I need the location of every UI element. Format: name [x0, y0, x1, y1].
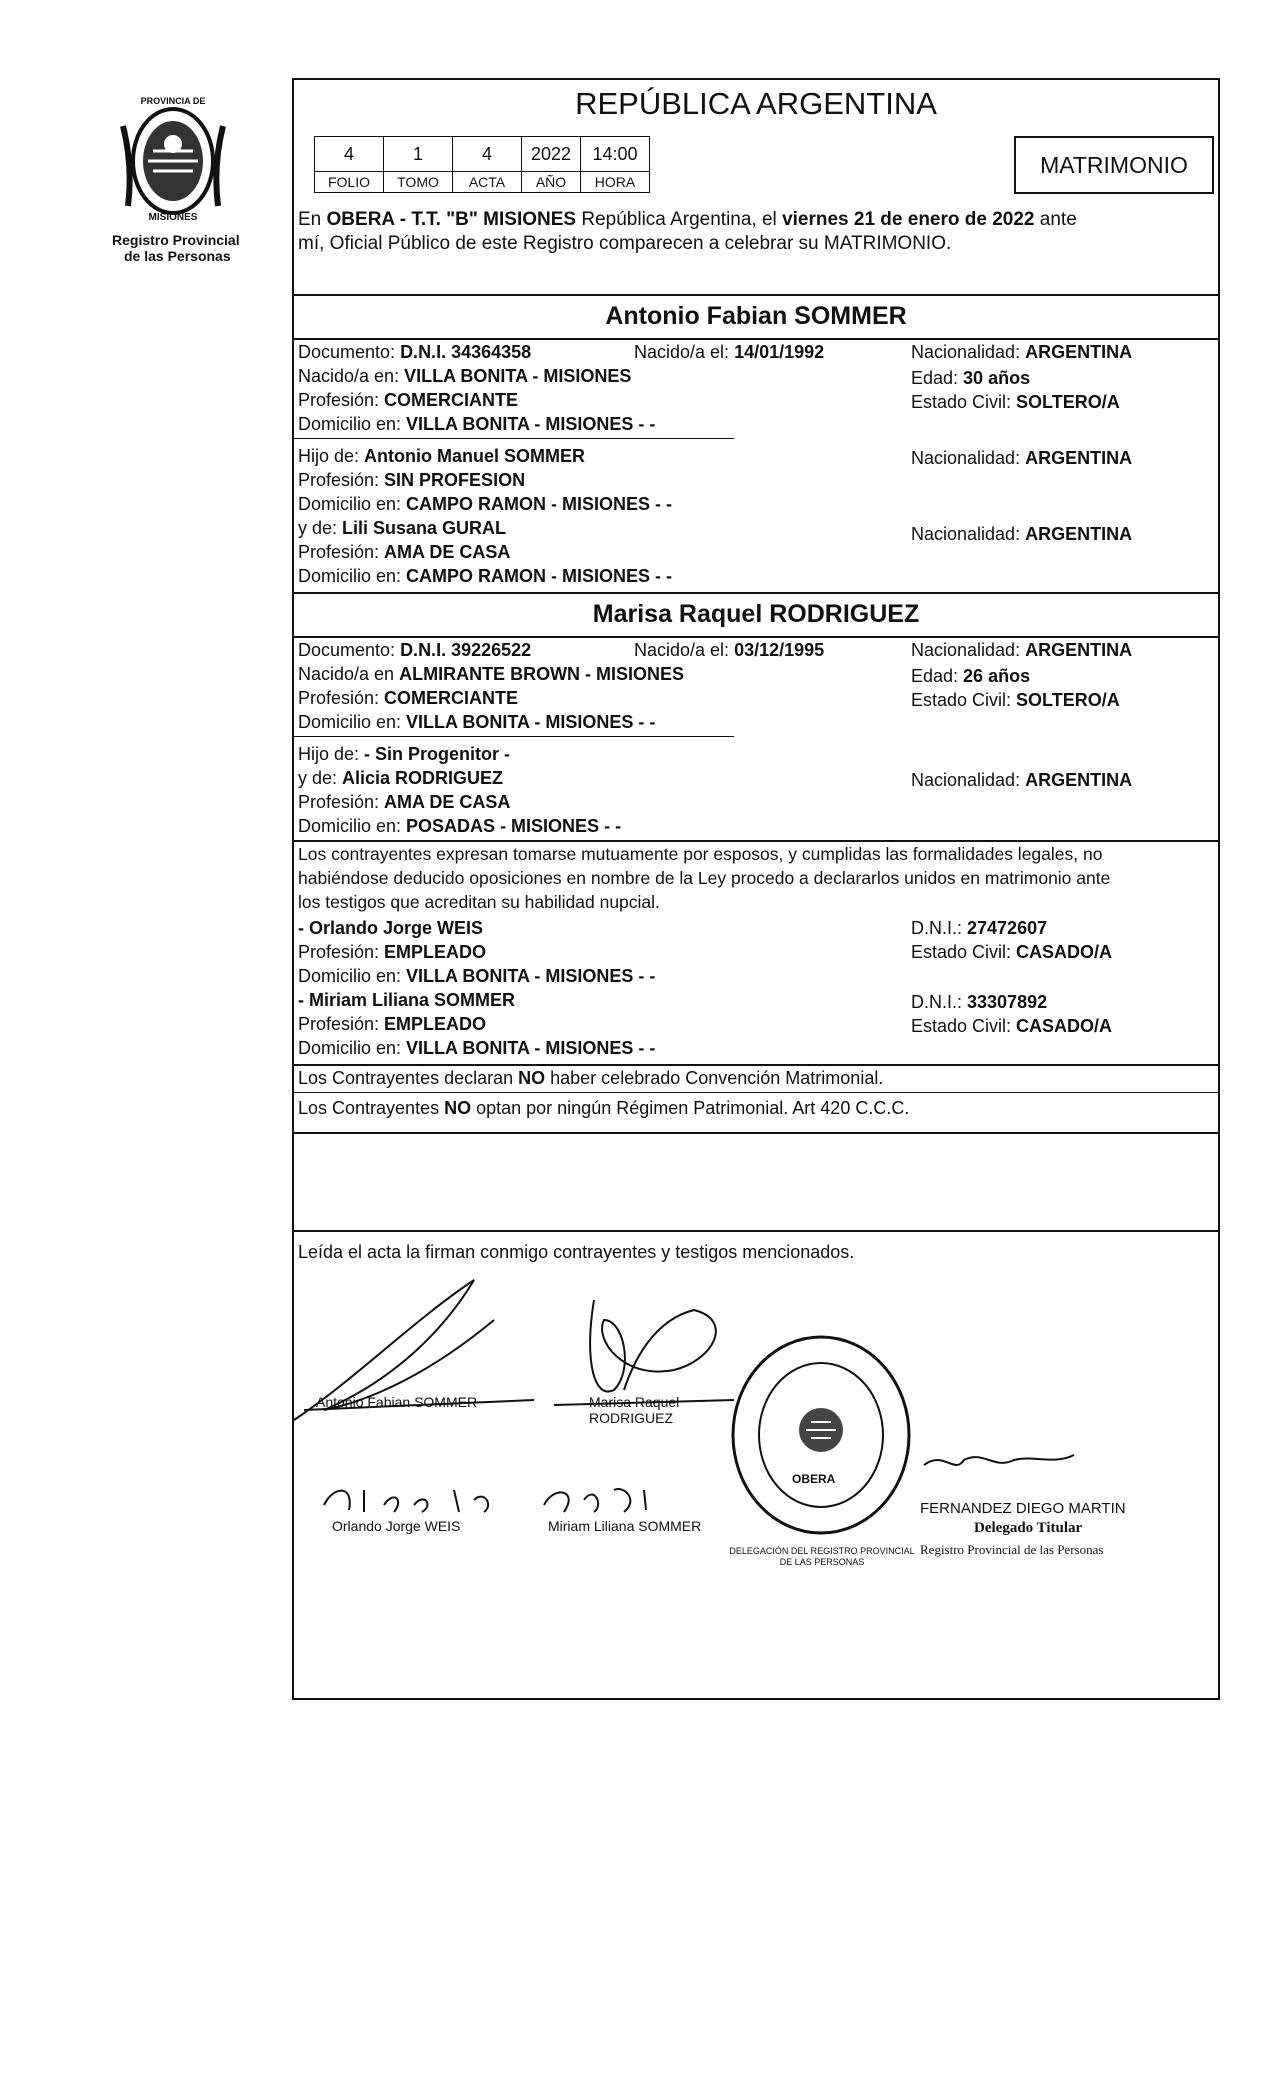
- intro-text-2: República Argentina, el: [576, 209, 783, 230]
- groom-father-profession: Profesión: SIN PROFESION: [298, 470, 526, 490]
- bride-name: Marisa Raquel RODRIGUEZ: [592, 600, 920, 628]
- bride-birth-place: Nacido/a en ALMIRANTE BROWN - MISIONES: [298, 664, 685, 684]
- intro-text: En: [298, 209, 327, 230]
- divider: [294, 592, 1218, 594]
- bride-mother-profession: Profesión: AMA DE CASA: [298, 792, 511, 812]
- official-stamp-icon: [726, 1330, 916, 1540]
- ano-label: AÑO: [522, 172, 581, 193]
- groom-father: Hijo de: Antonio Manuel SOMMER: [298, 446, 586, 466]
- divider: [294, 438, 734, 439]
- ano-value: 2022: [522, 137, 581, 172]
- document-title: REPÚBLICA ARGENTINA: [575, 86, 937, 121]
- patrimonial-line-1: Los Contrayentes declaran NO haber celebrado Convención Matrimonial.: [298, 1068, 884, 1088]
- signature-groom: Antonio Fabian SOMMER: [316, 1394, 478, 1410]
- hora-label: HORA: [581, 172, 650, 193]
- groom-age: Edad: 30 años: [911, 368, 1031, 388]
- registry-name-line1: Registro Provincial: [112, 232, 240, 248]
- divider: [294, 1230, 1218, 1232]
- bride-birth-date: Nacido/a el: 03/12/1995: [634, 640, 825, 660]
- acta-label: ACTA: [453, 172, 522, 193]
- seal-top-text: PROVINCIA DE: [140, 96, 206, 106]
- witness-1-profession: Profesión: EMPLEADO: [298, 942, 487, 962]
- bride-mother: y de: Alicia RODRIGUEZ: [298, 768, 504, 788]
- record-type: MATRIMONIO: [1040, 151, 1188, 178]
- intro-place: OBERA - T.T. "B" MISIONES: [326, 209, 577, 230]
- witness-2-dni: D.N.I.: 33307892: [911, 992, 1048, 1012]
- groom-address: Domicilio en: VILLA BONITA - MISIONES - -: [298, 414, 656, 434]
- bride-mother-address: Domicilio en: POSADAS - MISIONES - -: [298, 816, 622, 836]
- tomo-label: TOMO: [384, 172, 453, 193]
- document-frame: [292, 78, 1220, 1700]
- signature-witness-1: Orlando Jorge WEIS: [332, 1518, 461, 1534]
- witness-1-dni: D.N.I.: 27472607: [911, 918, 1048, 938]
- official-name: FERNANDEZ DIEGO MARTIN: [920, 1500, 1126, 1517]
- bride-document: Documento: D.N.I. 39226522: [298, 640, 532, 660]
- groom-document: Documento: D.N.I. 34364358: [298, 342, 532, 362]
- bride-father: Hijo de: - Sin Progenitor -: [298, 744, 511, 764]
- bride-nationality: Nacionalidad: ARGENTINA: [911, 640, 1133, 660]
- folio-value: 4: [315, 137, 384, 172]
- divider: [294, 1092, 1218, 1093]
- signature-bride-line2: RODRIGUEZ: [589, 1410, 673, 1426]
- groom-father-address: Domicilio en: CAMPO RAMON - MISIONES - -: [298, 494, 673, 514]
- patrimonial-line-2: Los Contrayentes NO optan por ningún Régimen Patrimonial. Art 420 C.C.C.: [298, 1098, 910, 1118]
- groom-mother-nationality: Nacionalidad: ARGENTINA: [911, 524, 1133, 544]
- signature-bride-line1: Marisa Raquel: [589, 1394, 680, 1410]
- registry-name-line2: de las Personas: [124, 248, 231, 264]
- hora-value: 14:00: [581, 137, 650, 172]
- signature-witness-2: Miriam Liliana SOMMER: [548, 1518, 702, 1534]
- official-title: Delegado Titular: [974, 1520, 1083, 1536]
- tomo-value: 1: [384, 137, 453, 172]
- bride-mother-nationality: Nacionalidad: ARGENTINA: [911, 770, 1133, 790]
- intro-line-2: mí, Oficial Público de este Registro comparecen a celebrar su MATRIMONIO.: [298, 233, 952, 254]
- declaration-line-2: habiéndose deducido oposiciones en nombre de la Ley procedo a declararlos unidos en matrimonio ante: [298, 868, 1111, 888]
- divider: [294, 294, 1218, 296]
- groom-father-nationality: Nacionalidad: ARGENTINA: [911, 448, 1133, 468]
- intro-line-1: [298, 208, 1218, 232]
- divider: [294, 1132, 1218, 1134]
- provincial-seal-icon: [108, 96, 238, 226]
- official-org: Registro Provincial de las Personas: [920, 1542, 1104, 1557]
- bride-civil-status: Estado Civil: SOLTERO/A: [911, 690, 1120, 710]
- bride-age: Edad: 26 años: [911, 666, 1031, 686]
- stamp-city: OBERA: [792, 1472, 836, 1486]
- record-grid-values: [315, 137, 650, 172]
- groom-birth-place: Nacido/a en: VILLA BONITA - MISIONES: [298, 366, 632, 386]
- record-grid: [314, 136, 650, 193]
- groom-mother-profession: Profesión: AMA DE CASA: [298, 542, 511, 562]
- registry-logo: [108, 96, 238, 226]
- acta-value: 4: [453, 137, 522, 172]
- seal-bottom-text: MISIONES: [148, 212, 198, 223]
- bride-address: Domicilio en: VILLA BONITA - MISIONES - -: [298, 712, 656, 732]
- folio-label: FOLIO: [315, 172, 384, 193]
- witness-1-civil-status: Estado Civil: CASADO/A: [911, 942, 1113, 962]
- witness-2-address: Domicilio en: VILLA BONITA - MISIONES - -: [298, 1038, 656, 1058]
- groom-mother-address: Domicilio en: CAMPO RAMON - MISIONES - -: [298, 566, 673, 586]
- groom-mother: y de: Lili Susana GURAL: [298, 518, 507, 538]
- witness-2-civil-status: Estado Civil: CASADO/A: [911, 1016, 1113, 1036]
- groom-profession: Profesión: COMERCIANTE: [298, 390, 519, 410]
- groom-civil-status: Estado Civil: SOLTERO/A: [911, 392, 1120, 412]
- groom-birth-date: Nacido/a el: 14/01/1992: [634, 342, 825, 362]
- witness-2-profession: Profesión: EMPLEADO: [298, 1014, 487, 1034]
- declaration-line-3: los testigos que acreditan su habilidad nupcial.: [298, 892, 660, 912]
- groom-nationality: Nacionalidad: ARGENTINA: [911, 342, 1133, 362]
- record-grid-labels: [315, 172, 650, 193]
- divider: [294, 736, 734, 737]
- witness-1-address: Domicilio en: VILLA BONITA - MISIONES - -: [298, 966, 656, 986]
- witness-1-name: - Orlando Jorge WEIS: [298, 918, 484, 938]
- record-type-box: [1014, 136, 1214, 194]
- stamp-text: DELEGACIÓN DEL REGISTRO PROVINCIAL DE LAS PERSONAS: [729, 1546, 915, 1567]
- closing-text: Leída el acta la firman conmigo contrayentes y testigos mencionados.: [298, 1242, 855, 1262]
- bride-profession: Profesión: COMERCIANTE: [298, 688, 519, 708]
- intro-text-3: ante: [1034, 209, 1077, 230]
- declaration-line-1: Los contrayentes expresan tomarse mutuamente por esposos, y cumplidas las formalidades legales, no: [298, 844, 1103, 864]
- groom-name: Antonio Fabian SOMMER: [605, 302, 907, 330]
- intro-date: viernes 21 de enero de 2022: [782, 209, 1035, 230]
- witness-2-name: - Miriam Liliana SOMMER: [298, 990, 516, 1010]
